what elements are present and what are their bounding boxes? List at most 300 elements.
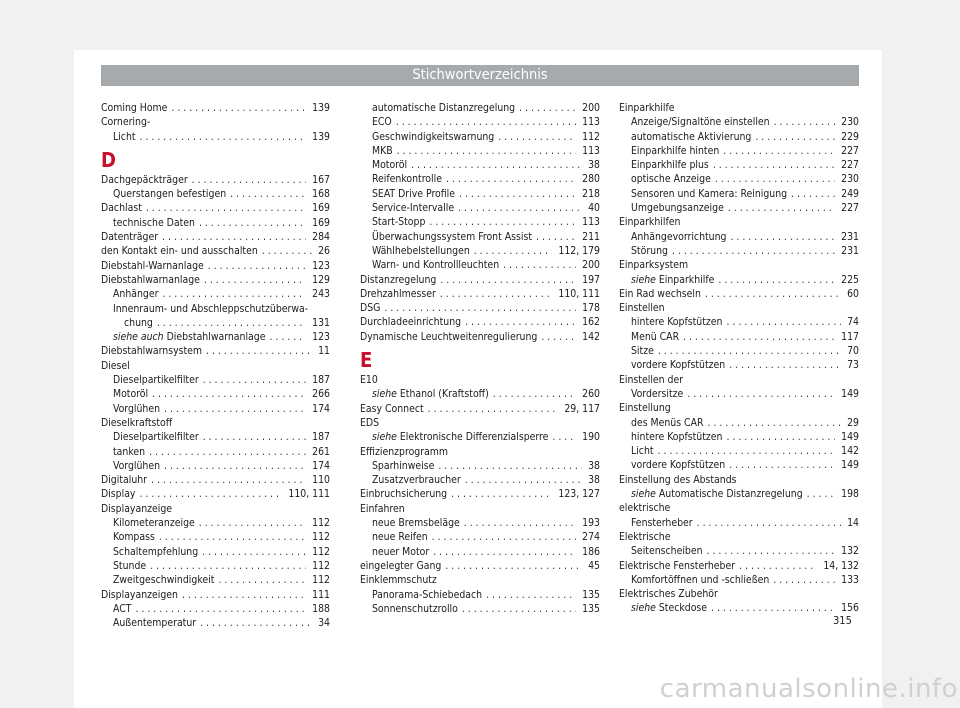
index-subentry	[619, 330, 859, 344]
entry-text	[372, 530, 428, 544]
index-subentry	[360, 602, 600, 616]
dot-leader	[164, 402, 306, 416]
entry-page-ref: 231	[841, 244, 859, 257]
entry-text	[619, 287, 701, 301]
index-entry	[101, 173, 330, 187]
dot-leader	[773, 573, 835, 587]
entry-label: Umgebungsanzeige	[631, 202, 724, 215]
entry-label: Einparkhilfe	[619, 102, 675, 114]
dot-leader	[474, 244, 553, 258]
entry-label: Zusatzverbraucher	[372, 474, 461, 487]
index-entry	[101, 502, 330, 516]
index-subentry	[619, 601, 859, 615]
entry-text	[101, 173, 188, 187]
section-letter: E	[360, 348, 373, 373]
dot-leader	[199, 216, 306, 230]
entry-page-ref: 110, 111	[558, 287, 600, 300]
entry-text	[113, 559, 146, 573]
index-subentry	[360, 172, 600, 186]
entry-page-ref: 123	[312, 259, 330, 272]
index-subentry	[101, 287, 330, 301]
index-subentry	[360, 244, 600, 258]
dot-leader	[432, 530, 576, 544]
entry-text	[101, 344, 202, 358]
entry-text	[619, 258, 688, 272]
entry-text	[372, 172, 442, 186]
entry-text	[631, 115, 770, 129]
dot-leader	[230, 187, 306, 201]
index-subentry	[619, 315, 859, 329]
dot-leader	[411, 158, 582, 172]
index-subentry	[101, 445, 330, 459]
entry-label: Warn- und Kontrollleuchten	[372, 259, 500, 272]
entry-text	[631, 201, 724, 215]
entry-text	[372, 473, 461, 487]
entry-label: Vordersitze	[631, 387, 684, 400]
cross-reference-label: siehe	[631, 273, 656, 286]
entry-page-ref: 149	[841, 459, 859, 472]
entry-text	[113, 530, 155, 544]
index-subentry	[360, 158, 600, 172]
entry-text	[372, 201, 454, 215]
index-subentry	[360, 215, 600, 229]
index-subentry	[360, 588, 600, 602]
dot-leader	[162, 230, 306, 244]
entry-page-ref: 200	[582, 259, 600, 272]
entry-page-ref: 123	[312, 331, 330, 344]
index-subentry	[619, 358, 859, 372]
dot-leader	[200, 616, 312, 630]
entry-label: Sitze	[631, 345, 654, 358]
cross-reference-label: siehe	[372, 388, 397, 401]
entry-label: Effizienzprogramm	[360, 445, 449, 458]
entry-page-ref: 197	[582, 273, 600, 286]
index-entry	[101, 115, 330, 129]
entry-label: DSG	[360, 302, 381, 315]
entry-label: hintere Kopfstützen	[631, 316, 723, 329]
index-subentry	[360, 144, 600, 158]
entry-text	[631, 430, 722, 444]
entry-text	[631, 601, 707, 615]
entry-text	[101, 502, 172, 516]
entry-text	[631, 573, 769, 587]
index-subentry	[619, 273, 859, 287]
index-subentry	[360, 115, 600, 129]
entry-text	[619, 215, 680, 229]
dot-leader	[192, 173, 306, 187]
entry-label: Ethanol (Kraftstoff)	[399, 388, 489, 401]
entry-label: Elektronische Differenzialsperre	[399, 431, 549, 444]
entry-label: Anhänger	[113, 288, 159, 301]
dot-leader	[139, 487, 282, 501]
index-entry	[101, 416, 330, 430]
entry-page-ref: 70	[847, 345, 859, 358]
entry-text	[619, 373, 683, 387]
entry-text	[360, 330, 537, 344]
entry-text	[360, 416, 379, 430]
entry-text	[101, 487, 135, 501]
entry-page-ref: 113	[582, 144, 600, 157]
entry-label: Automatische Distanzregelung	[658, 488, 803, 501]
entry-text	[101, 101, 167, 115]
index-subentry	[619, 387, 859, 401]
index-entry	[619, 287, 859, 301]
entry-label: chung	[124, 316, 153, 329]
section-header: Stichwortverzeichnis	[101, 65, 859, 86]
entry-text	[101, 201, 142, 215]
entry-label: Einstellung	[619, 402, 671, 415]
entry-label: den Kontakt ein- und ausschalten	[101, 245, 258, 258]
index-subentry	[360, 459, 600, 473]
dot-leader	[438, 459, 582, 473]
dot-leader	[146, 201, 306, 215]
dot-leader	[498, 130, 576, 144]
dot-leader	[707, 416, 841, 430]
dot-leader	[658, 344, 841, 358]
entry-text	[631, 358, 725, 372]
dot-leader	[397, 144, 577, 158]
index-entry	[101, 487, 330, 501]
dot-leader	[182, 588, 306, 602]
entry-page-ref: 135	[582, 588, 600, 601]
entry-page-ref: 149	[841, 430, 859, 443]
index-subentry	[360, 230, 600, 244]
dot-leader	[728, 201, 835, 215]
entry-text	[372, 115, 392, 129]
entry-label: Anhängevorrichtung	[631, 230, 727, 243]
entry-label: neue Reifen	[372, 531, 428, 544]
dot-leader	[262, 244, 312, 258]
entry-text	[619, 530, 670, 544]
entry-text	[631, 144, 719, 158]
index-entry	[101, 230, 330, 244]
dot-leader	[464, 516, 576, 530]
entry-label: ACT	[113, 602, 132, 615]
index-entry	[619, 301, 859, 315]
entry-text	[631, 315, 722, 329]
index-subentry	[619, 130, 859, 144]
index-subentry	[619, 444, 859, 458]
entry-label: Vorglühen	[113, 459, 161, 472]
entry-text	[631, 544, 703, 558]
entry-label: Störung	[631, 244, 668, 257]
index-entry	[101, 259, 330, 273]
index-subentry	[619, 244, 859, 258]
entry-label: Wählhebelstellungen	[372, 244, 470, 257]
entry-label: Diebstahl-Warnanlage	[101, 259, 204, 272]
entry-label: Schaltempfehlung	[113, 545, 199, 558]
entry-text	[372, 244, 470, 258]
index-entry	[360, 573, 600, 587]
index-subentry	[360, 387, 600, 401]
entry-page-ref: 112	[312, 559, 330, 572]
entry-page-ref: 168	[312, 188, 330, 201]
index-subentry	[101, 616, 330, 630]
entry-label: Dachgepäckträger	[101, 173, 188, 186]
entry-label: Displayanzeigen	[101, 588, 178, 601]
cross-reference-label: siehe	[631, 488, 656, 501]
index-entry	[101, 344, 330, 358]
cross-reference-label: siehe	[372, 431, 397, 444]
entry-text	[101, 359, 130, 373]
entry-page-ref: 188	[312, 602, 330, 615]
entry-text	[360, 287, 436, 301]
entry-text	[619, 587, 718, 601]
dot-leader	[396, 115, 576, 129]
index-subentry	[101, 330, 330, 344]
entry-page-ref: 38	[588, 459, 600, 472]
dot-leader	[726, 430, 835, 444]
dot-leader	[159, 530, 306, 544]
entry-text	[360, 502, 405, 516]
entry-label: vordere Kopfstützen	[631, 459, 726, 472]
index-subentry	[360, 187, 600, 201]
dot-leader	[541, 330, 576, 344]
entry-text	[619, 473, 737, 487]
entry-text	[101, 244, 258, 258]
section-letter: D	[101, 147, 116, 172]
entry-text	[113, 459, 160, 473]
entry-page-ref: 218	[582, 187, 600, 200]
index-subentry	[619, 230, 859, 244]
entry-text	[372, 387, 489, 401]
entry-page-ref: 131	[312, 316, 330, 329]
entry-label: elektrische	[619, 502, 671, 515]
entry-text	[101, 259, 204, 273]
entry-label: neue Bremsbeläge	[372, 517, 460, 530]
entry-label: Diebstahlwarnsystem	[101, 345, 203, 358]
entry-text	[101, 273, 200, 287]
index-subentry	[101, 216, 330, 230]
dot-leader	[713, 158, 835, 172]
dot-leader	[445, 559, 582, 573]
index-subentry	[101, 559, 330, 573]
entry-page-ref: 14	[847, 516, 859, 529]
dot-leader	[269, 330, 306, 344]
dot-leader	[150, 559, 306, 573]
entry-text	[631, 330, 679, 344]
index-subentry	[360, 516, 600, 530]
dot-leader	[707, 544, 836, 558]
entry-page-ref: 112	[582, 130, 600, 143]
entry-label: Coming Home	[101, 102, 168, 114]
entry-label: neuer Motor	[372, 545, 430, 558]
index-subentry	[101, 602, 330, 616]
entry-page-ref: 40	[588, 202, 600, 215]
entry-label: EDS	[360, 416, 380, 429]
index-entry	[360, 445, 600, 459]
entry-page-ref: 139	[312, 102, 330, 114]
entry-page-ref: 142	[841, 445, 859, 458]
entry-page-ref: 284	[312, 231, 330, 244]
entry-label: Licht	[631, 445, 654, 458]
page-number: 315	[833, 614, 852, 627]
entry-text	[372, 101, 515, 115]
entry-page-ref: 169	[312, 216, 330, 229]
entry-text	[101, 230, 158, 244]
entry-page-ref: 162	[582, 316, 600, 329]
entry-text	[619, 101, 675, 115]
entry-page-ref: 193	[582, 517, 600, 530]
entry-text	[372, 130, 494, 144]
entry-label: technische Daten	[113, 216, 195, 229]
entry-page-ref: 112	[312, 574, 330, 587]
entry-text	[360, 559, 441, 573]
index-subentry	[101, 573, 330, 587]
entry-page-ref: 261	[312, 445, 330, 458]
entry-page-ref: 187	[312, 374, 330, 387]
dot-leader	[384, 301, 576, 315]
index-subentry	[101, 459, 330, 473]
entry-text	[619, 501, 670, 515]
entry-page-ref: 34	[318, 617, 330, 630]
entry-page-ref: 186	[582, 545, 600, 558]
dot-leader	[729, 458, 835, 472]
dot-leader	[739, 559, 817, 573]
entry-page-ref: 243	[312, 288, 330, 301]
entry-label: Licht	[113, 130, 136, 143]
index-subentry	[360, 201, 600, 215]
entry-label: Einparkhilfen	[619, 216, 681, 229]
index-entry	[360, 330, 600, 344]
entry-text	[372, 144, 393, 158]
index-entry	[360, 315, 600, 329]
dot-leader	[519, 101, 576, 115]
index-entry	[619, 530, 859, 544]
entry-text	[631, 416, 703, 430]
dot-leader	[162, 287, 306, 301]
dot-leader	[199, 516, 306, 530]
entry-label: Anzeige/Signaltöne einstellen	[631, 116, 770, 129]
dot-leader	[711, 601, 835, 615]
index-subentry	[619, 487, 859, 501]
entry-text	[372, 158, 407, 172]
dot-leader	[140, 130, 307, 144]
dot-leader	[429, 215, 576, 229]
entry-label: Sonnenschutzrollo	[372, 602, 458, 615]
entry-label: Digitaluhr	[101, 474, 148, 487]
entry-text	[372, 187, 455, 201]
entry-label: ECO	[372, 116, 392, 129]
entry-text	[113, 330, 265, 344]
entry-text	[113, 373, 199, 387]
entry-text	[113, 545, 198, 559]
dot-leader	[687, 387, 835, 401]
index-subentry	[101, 373, 330, 387]
entry-text	[619, 559, 735, 573]
entry-text	[101, 115, 150, 129]
index-entry	[360, 287, 600, 301]
dot-leader	[428, 402, 559, 416]
index-entry	[619, 258, 859, 272]
entry-label: Elektrische Fensterheber	[619, 559, 736, 572]
index-entry	[619, 501, 859, 515]
index-entry	[360, 273, 600, 287]
entry-text	[101, 588, 178, 602]
index-entry	[619, 101, 859, 115]
index-subentry	[619, 573, 859, 587]
dot-leader	[715, 172, 835, 186]
entry-text	[360, 315, 461, 329]
entry-label: Kilometeranzeige	[113, 517, 195, 530]
entry-label: Fensterheber	[631, 516, 693, 529]
index-subentry	[101, 187, 330, 201]
entry-page-ref: 110, 111	[288, 488, 330, 501]
entry-text	[113, 573, 214, 587]
dot-leader	[202, 545, 306, 559]
entry-page-ref: 112, 179	[558, 244, 600, 257]
entry-text	[631, 344, 654, 358]
index-entry	[619, 401, 859, 415]
entry-page-ref: 174	[312, 402, 330, 415]
entry-label: Überwachungssystem Front Assist	[372, 230, 533, 243]
entry-page-ref: 112	[312, 517, 330, 530]
index-subentry	[101, 402, 330, 416]
index-subentry	[101, 430, 330, 444]
index-subentry	[101, 130, 330, 144]
entry-label: Sensoren und Kamera: Reinigung	[631, 187, 788, 200]
dot-leader	[552, 430, 576, 444]
entry-text	[631, 244, 668, 258]
dot-leader	[451, 487, 552, 501]
entry-label: SEAT Drive Profile	[372, 187, 456, 200]
entry-text	[113, 302, 308, 316]
entry-label: E10	[360, 374, 378, 387]
entry-label: Cornering-	[101, 116, 151, 129]
entry-label: Geschwindigkeitswarnung	[372, 130, 495, 143]
entry-text	[631, 487, 803, 501]
dot-leader	[807, 487, 835, 501]
entry-page-ref: 111	[312, 588, 330, 601]
entry-text	[631, 387, 683, 401]
index-subentry	[360, 473, 600, 487]
cross-reference-label: siehe	[631, 602, 656, 615]
entry-text	[619, 301, 665, 315]
entry-text	[113, 616, 196, 630]
entry-label: hintere Kopfstützen	[631, 430, 723, 443]
entry-page-ref: 227	[841, 202, 859, 215]
dot-leader	[672, 244, 835, 258]
entry-label: Distanzregelung	[360, 273, 437, 286]
entry-label: Durchladeeinrichtung	[360, 316, 462, 329]
index-subentry	[619, 416, 859, 430]
index-entry	[101, 273, 330, 287]
entry-page-ref: 123, 127	[558, 488, 600, 501]
entry-label: Drehzahlmesser	[360, 287, 436, 300]
dot-leader	[149, 445, 306, 459]
entry-label: Service-Intervalle	[372, 202, 455, 215]
entry-label: Einparkhilfe	[658, 273, 715, 286]
index-entry	[360, 502, 600, 516]
entry-page-ref: 26	[318, 245, 330, 258]
entry-label: Innenraum- und Abschleppschutzüberwa-	[113, 302, 309, 315]
entry-page-ref: 229	[841, 130, 859, 143]
entry-label: Panorama-Schiebedach	[372, 588, 483, 601]
dot-leader	[446, 172, 576, 186]
entry-label: Dieselpartikelfilter	[113, 374, 199, 387]
entry-text	[631, 172, 711, 186]
entry-page-ref: 112	[312, 531, 330, 544]
entry-text	[360, 273, 436, 287]
index-subentry	[619, 144, 859, 158]
entry-page-ref: 230	[841, 116, 859, 129]
index-column-2	[360, 101, 600, 616]
entry-label: Einklemmschutz	[360, 574, 437, 587]
entry-label: vordere Kopfstützen	[631, 359, 726, 372]
entry-label: Vorglühen	[113, 402, 161, 415]
entry-page-ref: 142	[582, 330, 600, 343]
index-entry	[360, 402, 600, 416]
